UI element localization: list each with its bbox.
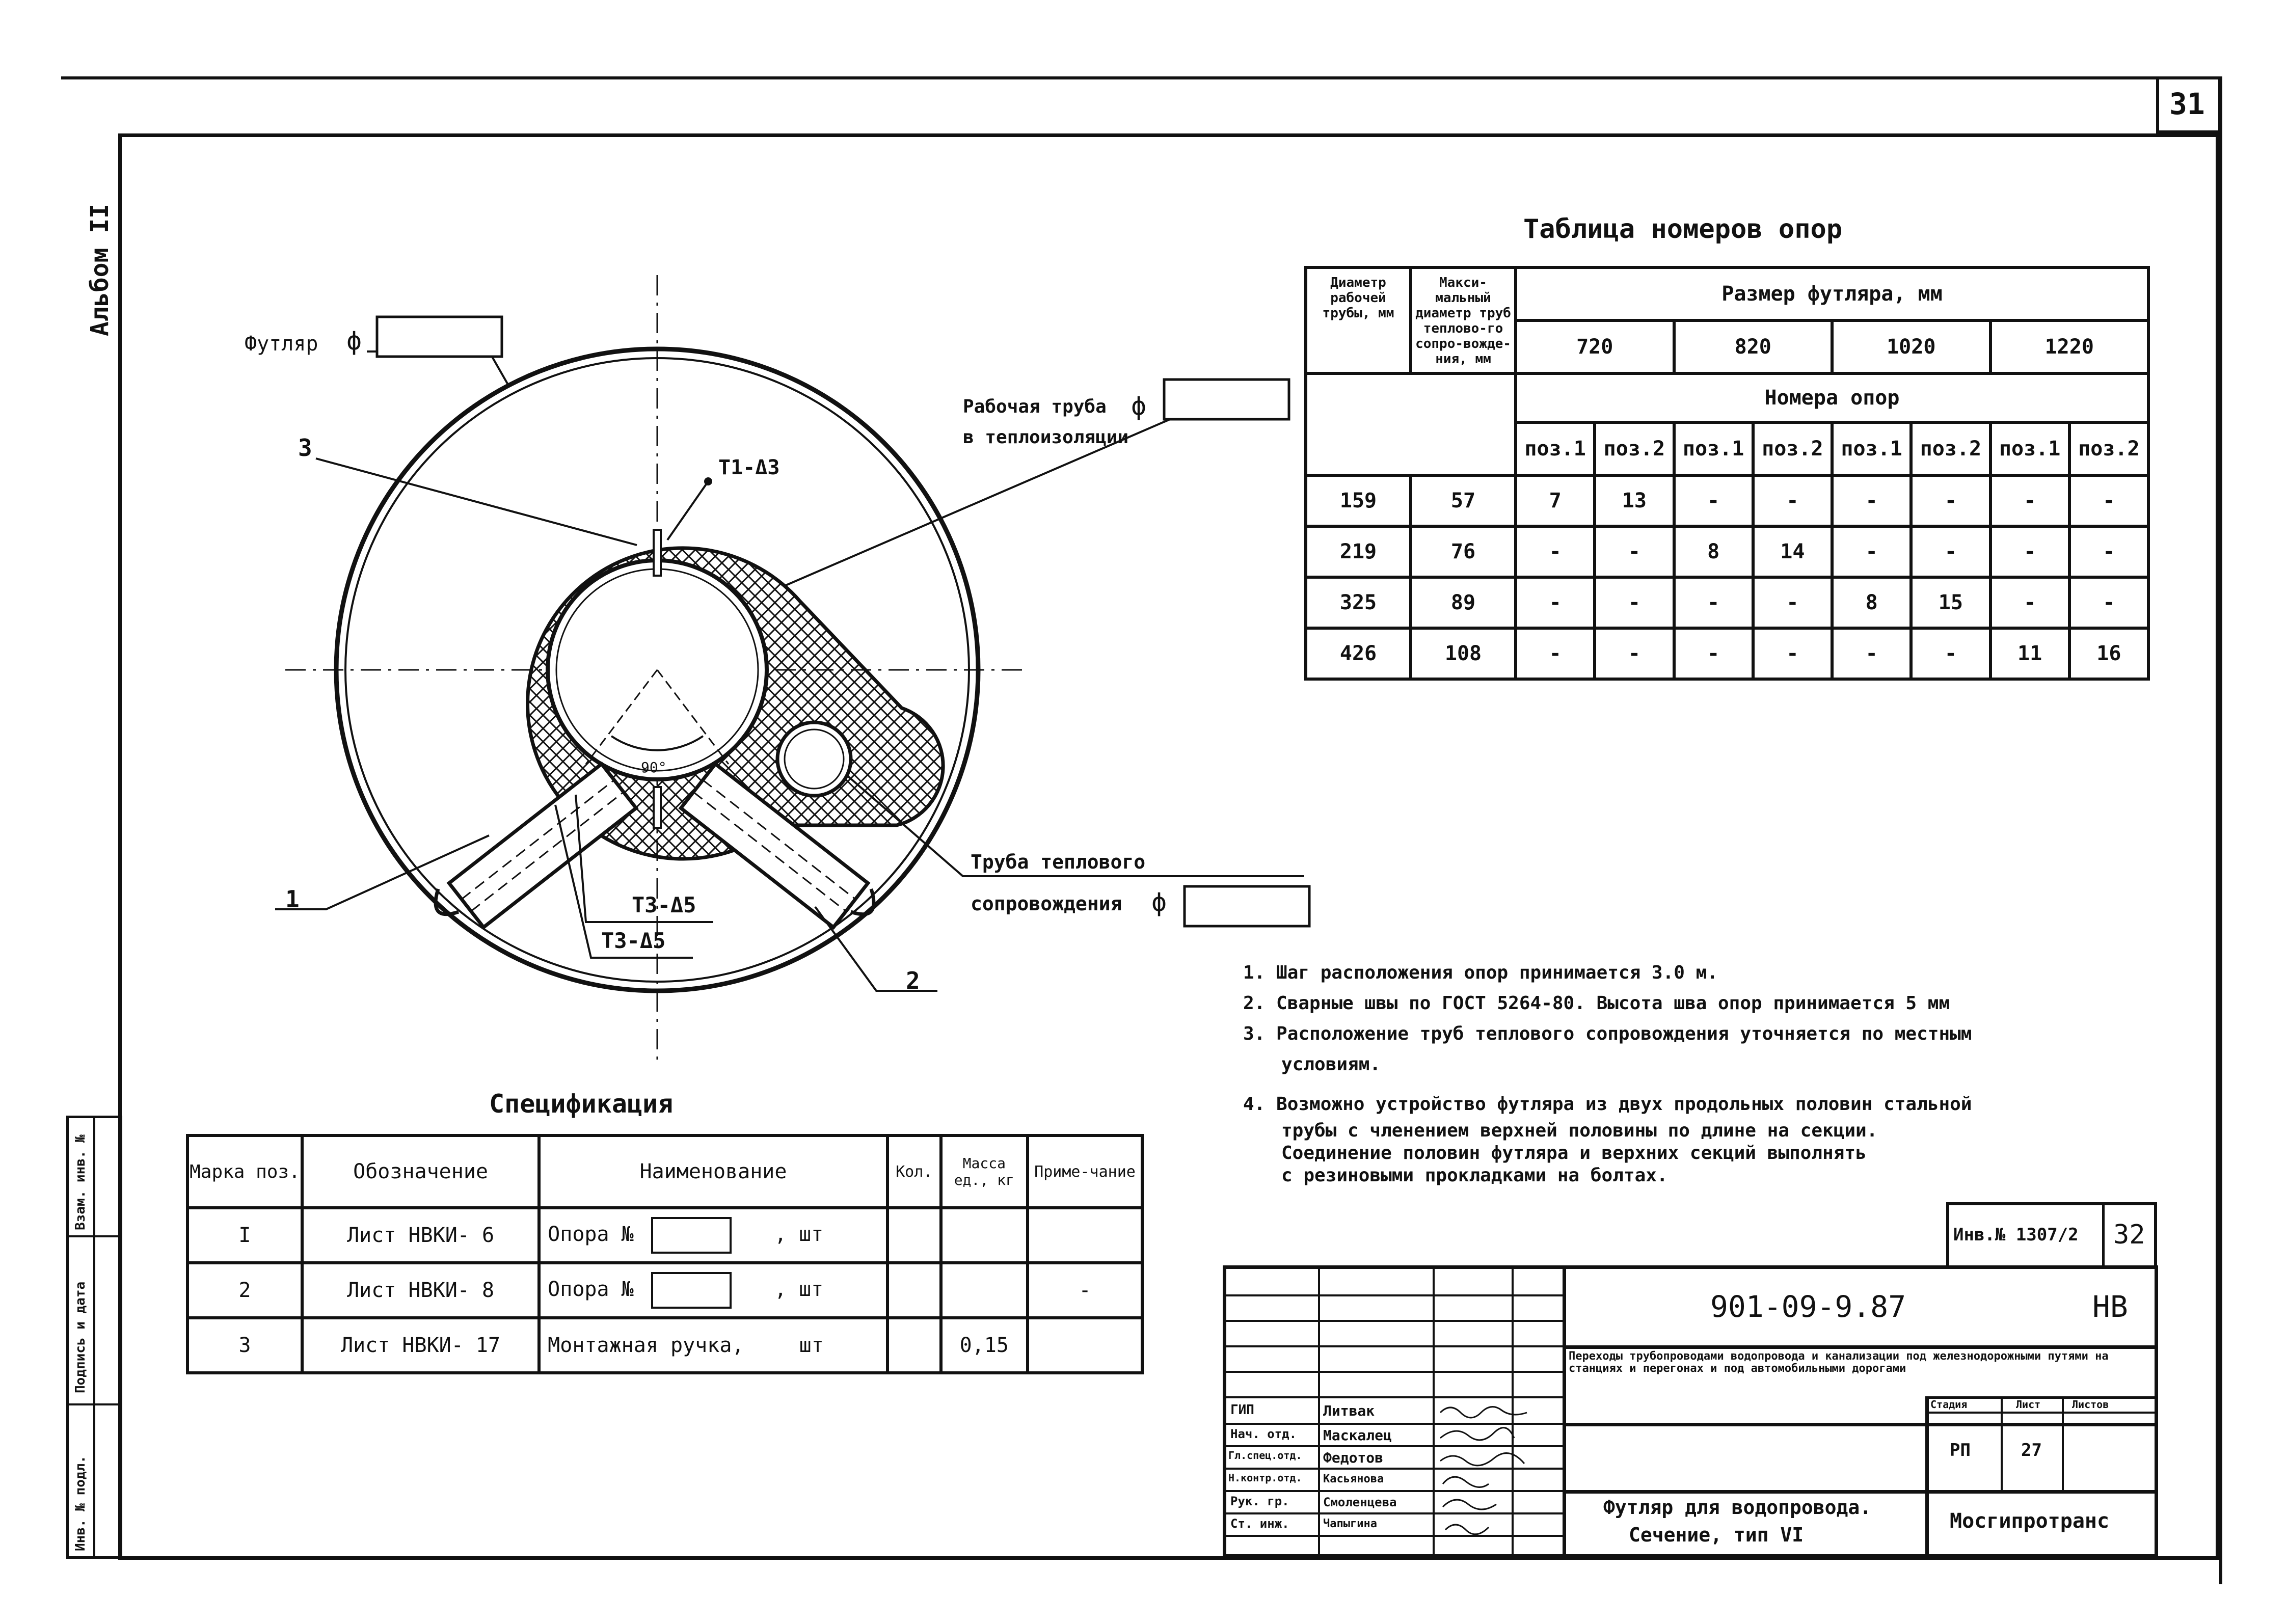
cell: 11 (1990, 628, 2069, 679)
role: Ст. инж. (1230, 1517, 1289, 1531)
case-label: Футляр (245, 332, 318, 356)
spec-name-cell (539, 1318, 887, 1373)
role: Рук. гр. (1230, 1494, 1289, 1508)
stage-value: РП (1950, 1440, 1971, 1460)
spec-support-number-box (651, 1272, 732, 1309)
pos-1-label: 1 (285, 885, 300, 913)
cell: 57 (1411, 475, 1516, 526)
cell: - (1832, 475, 1911, 526)
note-1: 1. Шаг расположения опор принимается 3.0 м. (1243, 962, 1718, 983)
sheet-title-1: Футляр для водопровода. (1603, 1496, 1872, 1519)
cell: - (2069, 526, 2148, 577)
cell: 426 (1306, 628, 1411, 679)
spec-qty (887, 1263, 941, 1318)
stage-header: Стадия (1930, 1398, 1968, 1411)
spec-name: Монтажная ручка, (548, 1334, 744, 1357)
leader-pos1 (275, 835, 489, 909)
case-size-header: Размер футляра, мм (1516, 267, 2148, 320)
cell: - (1990, 526, 2069, 577)
cell: - (1595, 526, 1674, 577)
slot-bottom (654, 787, 661, 828)
role: Гл.спец.отд. (1228, 1449, 1302, 1461)
name: Литвак (1323, 1402, 1375, 1419)
side-stamp-sign: Подпись и дата (73, 1281, 88, 1393)
spec-unit: , шт (774, 1278, 824, 1301)
note-4-cont-1: трубы с членением верхней половины по длине на секции. (1281, 1120, 1878, 1141)
heat-label-2: сопровождения (971, 892, 1122, 915)
cell: - (1674, 475, 1753, 526)
spec-h-note: Приме-чание (1028, 1135, 1142, 1208)
cell: - (1516, 628, 1595, 679)
spec-unit: шт (799, 1334, 824, 1357)
note-3: 3. Расположение труб теплового сопровождения уточняется по местным (1243, 1023, 1972, 1044)
signatures (1435, 1397, 1563, 1550)
inv-number: Инв.№ 1307/2 (1953, 1225, 2079, 1245)
heat-label-1: Труба теплового (971, 851, 1146, 873)
cell: 16 (2069, 628, 2148, 679)
cell: - (1911, 475, 1990, 526)
support-table (1304, 266, 2150, 681)
role: Н.контр.отд. (1228, 1472, 1302, 1484)
numbers-header: Номера опор (1516, 373, 2148, 422)
pos-cell: поз.1 (1674, 422, 1753, 475)
spec-name: Опора № (548, 1278, 634, 1301)
spec-note (1028, 1208, 1142, 1263)
spec-h-ref: Обозначение (302, 1135, 539, 1208)
pos-cell: поз.1 (1990, 422, 2069, 475)
pos-cell: поз.1 (1516, 422, 1595, 475)
spec-qty (887, 1208, 941, 1263)
cell: - (1595, 577, 1674, 628)
weld-t3a: T3-Δ5 (632, 892, 696, 917)
project-title: Переходы трубопроводами водопровода и канализации под железнодорожными путями на станциях и перегонах и под автомобильными дорогами (1569, 1350, 2109, 1375)
case-dia-box (377, 317, 502, 357)
name: Чапыгина (1323, 1518, 1377, 1530)
pos-cell: поз.2 (1753, 422, 1832, 475)
case-phi: ϕ (346, 326, 362, 356)
spec-name-cell (539, 1208, 887, 1263)
album-label: Альбом II (86, 203, 114, 336)
spec-mark: 2 (187, 1263, 302, 1318)
spec-ref: Лист НВКИ- 17 (302, 1318, 539, 1373)
heat-phi: ϕ (1151, 887, 1167, 917)
note-2: 2. Сварные швы по ГОСТ 5264-80. Высота шва опор принимается 5 мм (1243, 993, 1950, 1014)
cell: - (1990, 475, 2069, 526)
spec-note: - (1028, 1263, 1142, 1318)
cell: - (1516, 526, 1595, 577)
spec-name-cell (539, 1263, 887, 1318)
spec-mass (941, 1263, 1028, 1318)
drawing-code: 901-09-9.87 (1710, 1289, 1906, 1324)
weld-t3b: T3-Δ5 (601, 928, 666, 953)
pipe-label-2: в теплоизоляции (963, 427, 1129, 448)
spec-h-mark: Марка поз. (187, 1135, 302, 1208)
cell: - (1516, 577, 1595, 628)
cell: 89 (1411, 577, 1516, 628)
cell: - (1911, 628, 1990, 679)
size-1220: 1220 (1990, 320, 2149, 373)
spec-table (186, 1134, 1144, 1374)
note-3-cont: условиям. (1281, 1054, 1381, 1075)
cell: 108 (1411, 628, 1516, 679)
cell: 219 (1306, 526, 1411, 577)
role: Нач. отд. (1230, 1427, 1297, 1441)
pos-cell: поз.1 (1832, 422, 1911, 475)
spec-note (1028, 1318, 1142, 1373)
note-4-cont-3: с резиновыми прокладками на болтах. (1281, 1165, 1668, 1186)
sheet-ref: 32 (2113, 1220, 2145, 1250)
cell: - (1832, 628, 1911, 679)
side-stamp-replace: Взам. инв. № (73, 1134, 88, 1230)
pos-cell: поз.2 (2069, 422, 2148, 475)
cell: - (2069, 475, 2148, 526)
col-pipe-dia: Диаметр рабочей трубы, мм (1306, 267, 1411, 373)
cell: - (1674, 628, 1753, 679)
cell: - (1753, 475, 1832, 526)
name: Маскалец (1323, 1427, 1392, 1444)
cell: - (2069, 577, 2148, 628)
angle-label: 90° (641, 759, 667, 776)
spec-title: Спецификация (489, 1089, 674, 1119)
cell: 7 (1516, 475, 1595, 526)
notes (1243, 958, 2160, 1187)
page-number: 31 (2169, 87, 2205, 121)
pos-3-label: 3 (298, 434, 312, 462)
spec-mass (941, 1208, 1028, 1263)
size-1020: 1020 (1832, 320, 1990, 373)
drawing-section: НВ (2092, 1289, 2128, 1324)
col-heat-dia: Макси-мальный диаметр труб теплово-го сопро-вожде-ния, мм (1411, 267, 1516, 373)
organization: Мосгипротранс (1950, 1509, 2110, 1533)
pipe-phi: ϕ (1131, 391, 1147, 421)
heat-pipe-outer (777, 722, 851, 796)
spec-support-number-box (651, 1217, 732, 1254)
spec-name: Опора № (548, 1223, 634, 1246)
spec-mark: 3 (187, 1318, 302, 1373)
leader-pos3 (316, 458, 637, 545)
spec-h-mass: Масса ед., кг (941, 1135, 1028, 1208)
sheet-header: Лист (2016, 1398, 2041, 1411)
cell: - (1595, 628, 1674, 679)
name: Касьянова (1323, 1473, 1384, 1485)
sheet-value: 27 (2021, 1440, 2042, 1460)
spec-h-name: Наименование (539, 1135, 887, 1208)
spec-h-qty: Кол. (887, 1135, 941, 1208)
size-720: 720 (1516, 320, 1674, 373)
cell: - (1990, 577, 2069, 628)
pos-cell: поз.2 (1911, 422, 1990, 475)
sheets-header: Листов (2072, 1398, 2109, 1411)
cell: - (1911, 526, 1990, 577)
pos-2-label: 2 (906, 967, 920, 994)
slot-top (654, 530, 661, 576)
support-table-title: Таблица номеров опор (1523, 214, 1843, 245)
cell: - (1753, 628, 1832, 679)
support-leg-left (449, 764, 636, 928)
spec-mark: I (187, 1208, 302, 1263)
pipe-label-1: Рабочая труба (963, 396, 1107, 417)
cell: - (1674, 577, 1753, 628)
role: ГИП (1230, 1402, 1254, 1418)
cell: - (1832, 526, 1911, 577)
cell: 325 (1306, 577, 1411, 628)
cell: 15 (1911, 577, 1990, 628)
spec-unit: , шт (774, 1223, 824, 1246)
size-820: 820 (1674, 320, 1833, 373)
inv-box (1946, 1202, 2157, 1268)
cell: 8 (1832, 577, 1911, 628)
cell: 13 (1595, 475, 1674, 526)
spec-mass: 0,15 (941, 1318, 1028, 1373)
spec-qty (887, 1318, 941, 1373)
side-stamp-inv: Инв. № подл. (73, 1455, 88, 1551)
pipe-dia-box (1164, 380, 1289, 419)
pos-cell: поз.2 (1595, 422, 1674, 475)
sheet-title-2: Сечение, тип VI (1629, 1524, 1804, 1546)
cell: - (1753, 577, 1832, 628)
name: Смоленцева (1323, 1495, 1397, 1509)
spec-ref: Лист НВКИ- 6 (302, 1208, 539, 1263)
note-4-cont-2: Соединение половин футляра и верхних секций выполнять (1281, 1143, 1867, 1163)
spec-ref: Лист НВКИ- 8 (302, 1263, 539, 1318)
note-4: 4. Возможно устройство футляра из двух продольных половин стальной (1243, 1094, 1972, 1115)
cell: 76 (1411, 526, 1516, 577)
cell: 8 (1674, 526, 1753, 577)
heat-dia-box (1185, 886, 1309, 926)
title-block (1223, 1265, 2158, 1558)
weld-t1: T1-Δ3 (718, 456, 780, 479)
name: Федотов (1323, 1449, 1384, 1466)
cell: 14 (1753, 526, 1832, 577)
cell: 159 (1306, 475, 1411, 526)
leader-t1 (667, 481, 708, 540)
